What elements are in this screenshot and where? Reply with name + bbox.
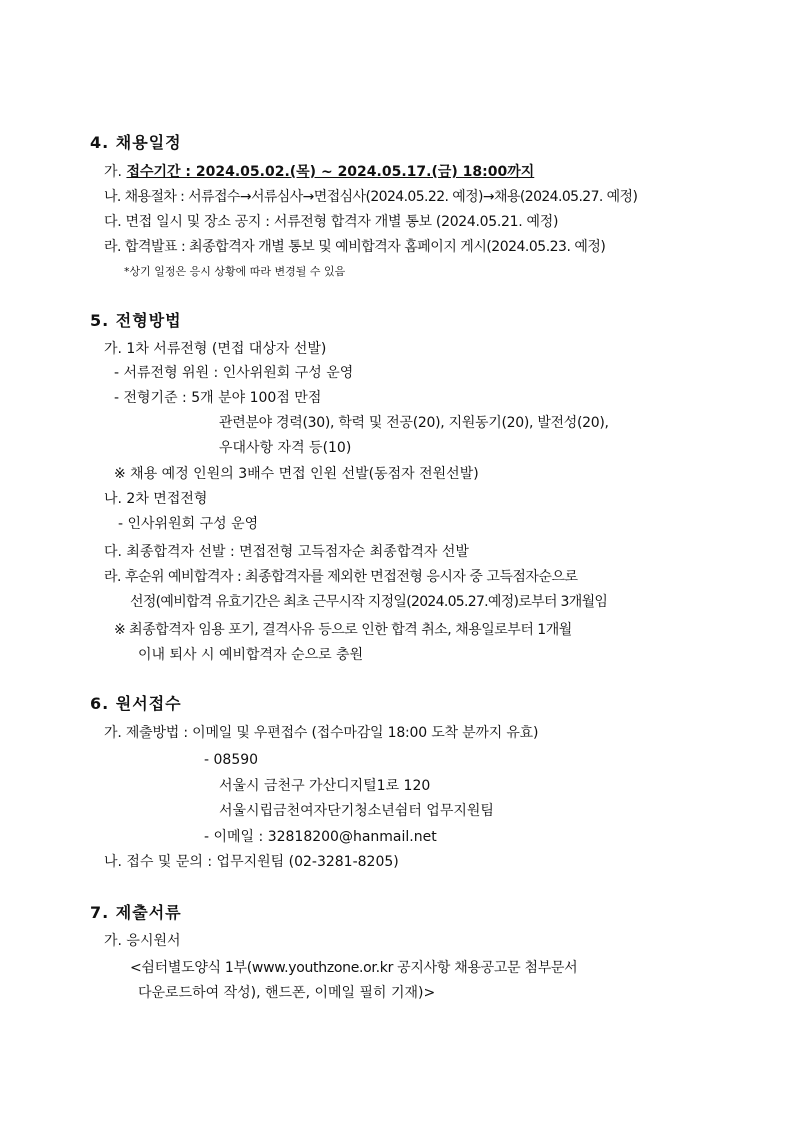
s5-item-b1: - 인사위원회 구성 운영 [118, 516, 259, 532]
s4-item-c: 다. 면접 일시 및 장소 공지 : 서류전형 합격자 개별 통보 (2024.05.21. 예정) [104, 214, 559, 230]
s6-item-b: 나. 접수 및 문의 : 업무지원팀 (02-3281-8205) [104, 854, 399, 870]
s4-receipt-period: 접수기간 : 2024.05.02.(목) ~ 2024.05.17.(금) 18:00까지 [126, 164, 535, 180]
s5-item-d2: 선정(예비합격 유효기간은 최초 근무시작 지정일(2024.05.27.예정)로부터 3개월임 [130, 594, 608, 610]
s5-item-e2: 이내 퇴사 시 예비합격자 순으로 충원 [138, 647, 364, 663]
s5-item-e: ※ 최종합격자 임용 포기, 결격사유 등으로 인한 합격 취소, 채용일로부터 1개월 [114, 622, 572, 638]
s5-item-a3: 관련분야 경력(30), 학력 및 전공(20), 지원동기(20), 발전성(20), [219, 415, 609, 431]
s7-item-a: 가. 응시원서 [104, 933, 181, 949]
s5-item-c: 다. 최종합격자 선발 : 면접전형 고득점자순 최종합격자 선발 [104, 544, 469, 560]
section-5-heading: 5. 전형방법 [90, 311, 182, 330]
s5-item-a2: - 전형기준 : 5개 분야 100점 만점 [114, 390, 322, 406]
section-7-heading: 7. 제출서류 [90, 903, 182, 922]
s7-item-a2: 다운로드하여 작성), 핸드폰, 이메일 필히 기재)> [138, 985, 436, 1001]
s6-postal-code: - 08590 [204, 752, 259, 768]
s4-item-d: 라. 합격발표 : 최종합격자 개별 통보 및 예비합격자 홈페이지 게시(2024.05.23. 예정) [104, 239, 606, 255]
s6-address: 서울시 금천구 가산디지털1로 120 [219, 778, 431, 794]
s5-item-b: 나. 2차 면접전형 [104, 491, 208, 507]
s4-item-b: 나. 채용절차 : 서류접수→서류심사→면접심사(2024.05.22. 예정)→채용(2024.05.27. 예정) [104, 189, 638, 205]
s4-item-a [104, 162, 534, 182]
s5-item-a: 가. 1차 서류전형 (면접 대상자 선발) [104, 341, 327, 357]
section-6-heading: 6. 원서접수 [90, 694, 182, 713]
s7-item-a1: <쉼터별도양식 1부(www.youthzone.or.kr 공지사항 채용공고문 첨부문서 [130, 960, 578, 976]
s5-item-a1: - 서류전형 위원 : 인사위원회 구성 운영 [114, 365, 354, 381]
s5-item-a5: ※ 채용 예정 인원의 3배수 면접 인원 선발(동점자 전원선발) [114, 466, 479, 482]
s4-item-a-prefix: 가. [104, 164, 127, 180]
s5-item-d: 라. 후순위 예비합격자 : 최종합격자를 제외한 면접전형 응시자 중 고득점자순으로 [104, 569, 578, 585]
s5-item-a4: 우대사항 자격 등(10) [219, 440, 352, 456]
s6-email: - 이메일 : 32818200@hanmail.net [204, 829, 437, 845]
s4-note: *상기 일정은 응시 상황에 따라 변경될 수 있음 [124, 265, 346, 278]
section-4-heading: 4. 채용일정 [90, 133, 182, 152]
s6-item-a: 가. 제출방법 : 이메일 및 우편접수 (접수마감일 18:00 도착 분까지 유효) [104, 725, 539, 741]
s6-recipient: 서울시립금천여자단기청소년쉼터 업무지원팀 [219, 803, 494, 819]
